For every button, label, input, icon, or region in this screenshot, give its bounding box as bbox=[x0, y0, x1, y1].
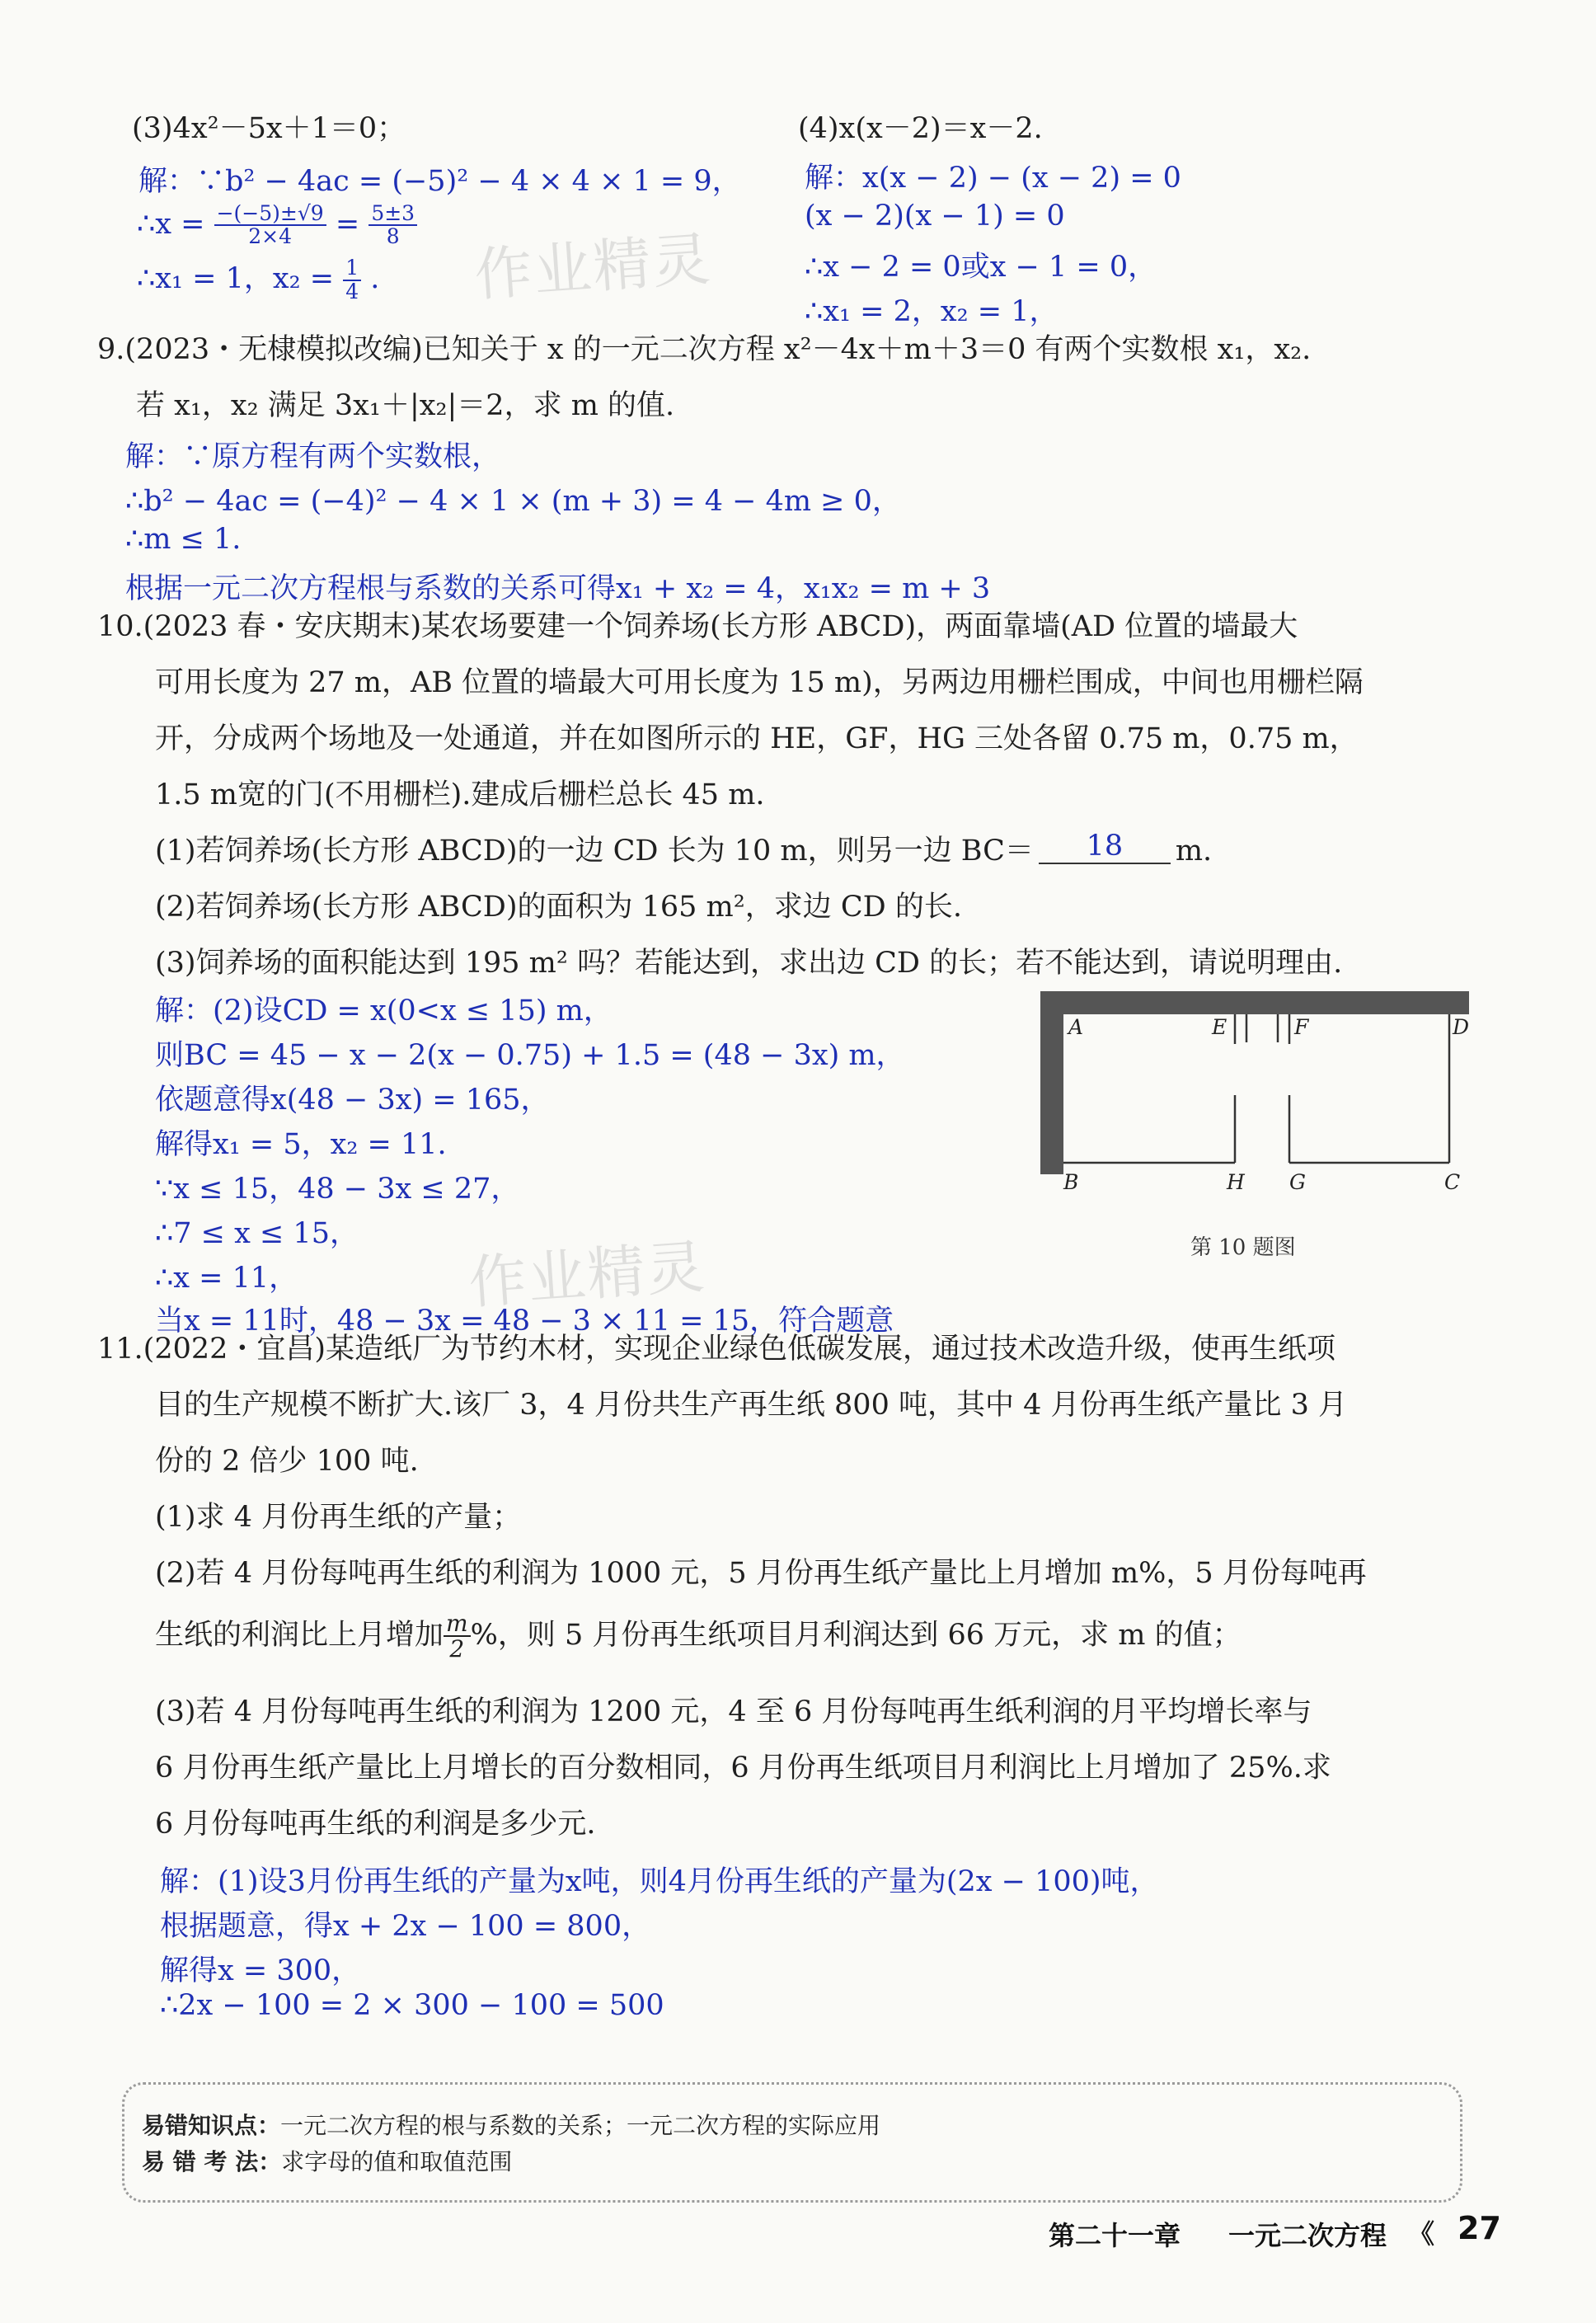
q10-stem-line-4: 1.5 m宽的门(不用栅栏).建成后栅栏总长 45 m. bbox=[155, 778, 765, 811]
q10-answer-line-6: ∴7 ≤ x ≤ 15， bbox=[155, 1217, 359, 1250]
q11-sub-3-line-3: 6 月份每吨再生纸的利润是多少元. bbox=[155, 1808, 596, 1841]
q10-sub-1 bbox=[155, 828, 1212, 869]
q11-sub-3-line-1: (3)若 4 月份每吨再生纸的利润为 1200 元，4 至 6 月份每吨再生纸利润的月平均增长率与 bbox=[155, 1695, 1312, 1728]
label-B: B bbox=[1063, 1170, 1079, 1194]
p4-answer-line-4: ∴x₁ = 2，x₂ = 1， bbox=[805, 295, 1059, 328]
p4-answer-line-3: ∴x − 2 = 0或x − 1 = 0， bbox=[805, 251, 1157, 284]
q11-frac-den: 2 bbox=[449, 1635, 465, 1663]
q10-answer-line-7: ∴x = 11， bbox=[155, 1262, 298, 1295]
p3-frac2-den: 8 bbox=[386, 224, 400, 249]
p3-frac1-den: 2×4 bbox=[248, 224, 293, 249]
q11-answer-cutoff bbox=[153, 1989, 895, 2022]
q11-answer-line-2: 根据题意，得x + 2x − 100 = 800， bbox=[160, 1910, 651, 1943]
label-D: D bbox=[1453, 1015, 1470, 1039]
q11-stem-line-2: 目的生产规模不断扩大.该厂 3，4 月份共生产再生纸 800 吨，其中 4 月份再生纸产量比 3 月 bbox=[155, 1389, 1348, 1422]
q11-answer-line-4: ∴2x − 100 = 2 × 300 − 100 = 500 bbox=[160, 1989, 664, 2022]
watermark-2: 作业精灵 bbox=[466, 1233, 708, 1317]
page-number: 27 bbox=[1458, 2210, 1501, 2246]
q11-m-over-2-fraction bbox=[444, 1611, 471, 1662]
p3-fraction-1 bbox=[214, 203, 326, 248]
q10-answer-line-2: 则BC = 45 − x − 2(x − 0.75) + 1.5 = (48 − 3x) m， bbox=[155, 1039, 905, 1072]
p3-line3-post: . bbox=[370, 262, 380, 295]
p4-stem: (4)x(x－2)＝x－2. bbox=[798, 112, 1043, 145]
q10-sub-2: (2)若饲养场(长方形 ABCD)的面积为 165 m²，求边 CD 的长. bbox=[155, 891, 962, 924]
p3-line2-prefix: ∴x = bbox=[137, 207, 205, 241]
wall-ab bbox=[1040, 991, 1063, 1174]
q9-answer-line-1: 解：∵原方程有两个实数根， bbox=[125, 440, 501, 473]
q10-sub-1-answer-blank: 18 bbox=[1039, 830, 1171, 864]
p3-answer-line-2 bbox=[137, 203, 417, 248]
tip-knowledge-point bbox=[142, 2108, 880, 2141]
tip-knowledge-label: 易错知识点： bbox=[142, 2112, 281, 2139]
footer-title: 一元二次方程 bbox=[1228, 2220, 1387, 2251]
q10-stem-line-1: 10.(2023 春・安庆期末)某农场要建一个饲养场(长方形 ABCD)，两面靠墙(AD 位置的墙最大 bbox=[97, 610, 1298, 643]
q9-answer-line-2: ∴b² − 4ac = (−4)² − 4 × 1 × (m + 3) = 4 − 4m ≥ 0， bbox=[125, 485, 901, 518]
tip-exam-method bbox=[142, 2144, 512, 2177]
q10-sub-1-text: (1)若饲养场(长方形 ABCD)的一边 CD 长为 10 m，则另一边 BC＝ bbox=[155, 835, 1034, 868]
q9-answer-line-3: ∴m ≤ 1. bbox=[125, 523, 242, 556]
label-G: G bbox=[1289, 1170, 1306, 1194]
tip-knowledge-text: 一元二次方程的根与系数的关系；一元二次方程的实际应用 bbox=[280, 2112, 881, 2139]
p3-frac3-num: 1 bbox=[343, 257, 361, 280]
q11-sub-1: (1)求 4 月份再生纸的产量； bbox=[155, 1501, 522, 1534]
p3-line3-prefix: ∴x₁ = 1，x₂ = bbox=[137, 262, 335, 295]
q11-frac-num: m bbox=[444, 1611, 471, 1637]
p3-frac2-num: 5±3 bbox=[368, 203, 417, 226]
fence-lines bbox=[1063, 1014, 1449, 1163]
q10-stem-line-2: 可用长度为 27 m，AB 位置的墙最大可用长度为 15 m)，另两边用栅栏围成，中间也用栅栏隔 bbox=[155, 666, 1364, 699]
q11-sub-2-prefix: 生纸的利润比上月增加 bbox=[155, 1618, 444, 1652]
q9-answer-line-4: 根据一元二次方程根与系数的关系可得x₁ + x₂ = 4，x₁x₂ = m + 3 bbox=[125, 572, 991, 605]
label-A: A bbox=[1068, 1015, 1084, 1039]
q11-stem-line-1: 11.(2022・宜昌)某造纸厂为节约木材，实现企业绿色低碳发展，通过技术改造升级，使再生纸项 bbox=[97, 1333, 1336, 1366]
q11-sub-2-line-2 bbox=[155, 1611, 1242, 1662]
p3-fraction-2 bbox=[368, 203, 417, 248]
q10-stem-line-3: 开，分成两个场地及一处通道，并在如图所示的 HE，GF，HG 三处各留 0.75 m，0.75 m， bbox=[155, 722, 1359, 755]
q11-answer-line-3: 解得x = 300， bbox=[160, 1954, 361, 1987]
label-H: H bbox=[1227, 1170, 1245, 1194]
q10-answer-line-5: ∵x ≤ 15，48 − 3x ≤ 27， bbox=[155, 1173, 520, 1206]
wall-ad bbox=[1040, 991, 1469, 1014]
label-F: F bbox=[1294, 1015, 1309, 1039]
p3-answer-line-1: 解：∵b² − 4ac = (−5)² − 4 × 4 × 1 = 9， bbox=[138, 165, 741, 198]
q10-answer-line-8: 当x = 11时，48 − 3x = 48 − 3 × 11 = 15，符合题意 bbox=[155, 1305, 894, 1338]
footer-arrow-icon: 《 bbox=[1408, 2218, 1435, 2250]
q9-stem-line-1: 9.(2023・无棣模拟改编)已知关于 x 的一元二次方程 x²－4x＋m＋3＝0 有两个实数根 x₁，x₂. bbox=[97, 333, 1312, 366]
p3-frac1-num: −(−5)±√9 bbox=[214, 203, 326, 226]
p3-stem: (3)4x²－5x＋1＝0； bbox=[132, 112, 406, 145]
q10-figure-caption: 第 10 题图 bbox=[1190, 1235, 1296, 1260]
q10-figure bbox=[1039, 986, 1484, 1201]
p4-answer-line-1: 解：x(x − 2) − (x − 2) = 0 bbox=[805, 162, 1181, 195]
q11-stem-line-3: 份的 2 倍少 100 吨. bbox=[155, 1445, 419, 1478]
q10-answer-line-4: 解得x₁ = 5，x₂ = 11. bbox=[155, 1128, 447, 1161]
p3-fraction-3 bbox=[343, 257, 361, 303]
q9-answer-cutoff bbox=[115, 566, 1105, 605]
q10-answer-line-3: 依题意得x(48 − 3x) = 165， bbox=[155, 1084, 550, 1117]
footer-chapter: 第二十一章 bbox=[1049, 2220, 1181, 2251]
p3-line2-eq: = bbox=[335, 207, 360, 241]
label-E: E bbox=[1212, 1015, 1228, 1039]
q11-answer-line-1: 解：(1)设3月份再生纸的产量为x吨，则4月份再生纸的产量为(2x − 100)吨， bbox=[160, 1865, 1159, 1898]
q11-sub-2-line-1: (2)若 4 月份每吨再生纸的利润为 1000 元，5 月份再生纸产量比上月增加 m%，5 月份每吨再 bbox=[155, 1557, 1367, 1590]
watermark-1: 作业精灵 bbox=[472, 225, 714, 309]
q9-stem-line-2: 若 x₁，x₂ 满足 3x₁＋|x₂|＝2，求 m 的值. bbox=[136, 389, 675, 422]
q10-sub-1-unit: m. bbox=[1175, 835, 1213, 868]
error-tips-box bbox=[122, 2082, 1462, 2203]
p3-answer-line-3 bbox=[137, 256, 379, 303]
tip-exam-label: 易 错 考 法： bbox=[142, 2148, 282, 2175]
tip-exam-text: 求字母的值和取值范围 bbox=[281, 2148, 513, 2175]
q10-answer-line-1: 解：(2)设CD = x(0<x ≤ 15) m， bbox=[155, 995, 613, 1027]
label-C: C bbox=[1444, 1170, 1461, 1194]
q10-sub-3: (3)饲养场的面积能达到 195 m² 吗？若能达到，求出边 CD 的长；若不能达到，请说明理由. bbox=[155, 947, 1343, 980]
p3-frac3-den: 4 bbox=[345, 279, 359, 303]
p4-answer-line-2: (x − 2)(x − 1) = 0 bbox=[805, 200, 1065, 233]
q11-sub-2-suffix: %，则 5 月份再生纸项目月利润达到 66 万元，求 m 的值； bbox=[470, 1618, 1242, 1652]
q11-sub-3-line-2: 6 月份再生纸产量比上月增长的百分数相同，6 月份再生纸项目月利润比上月增加了 25%.求 bbox=[155, 1752, 1331, 1785]
